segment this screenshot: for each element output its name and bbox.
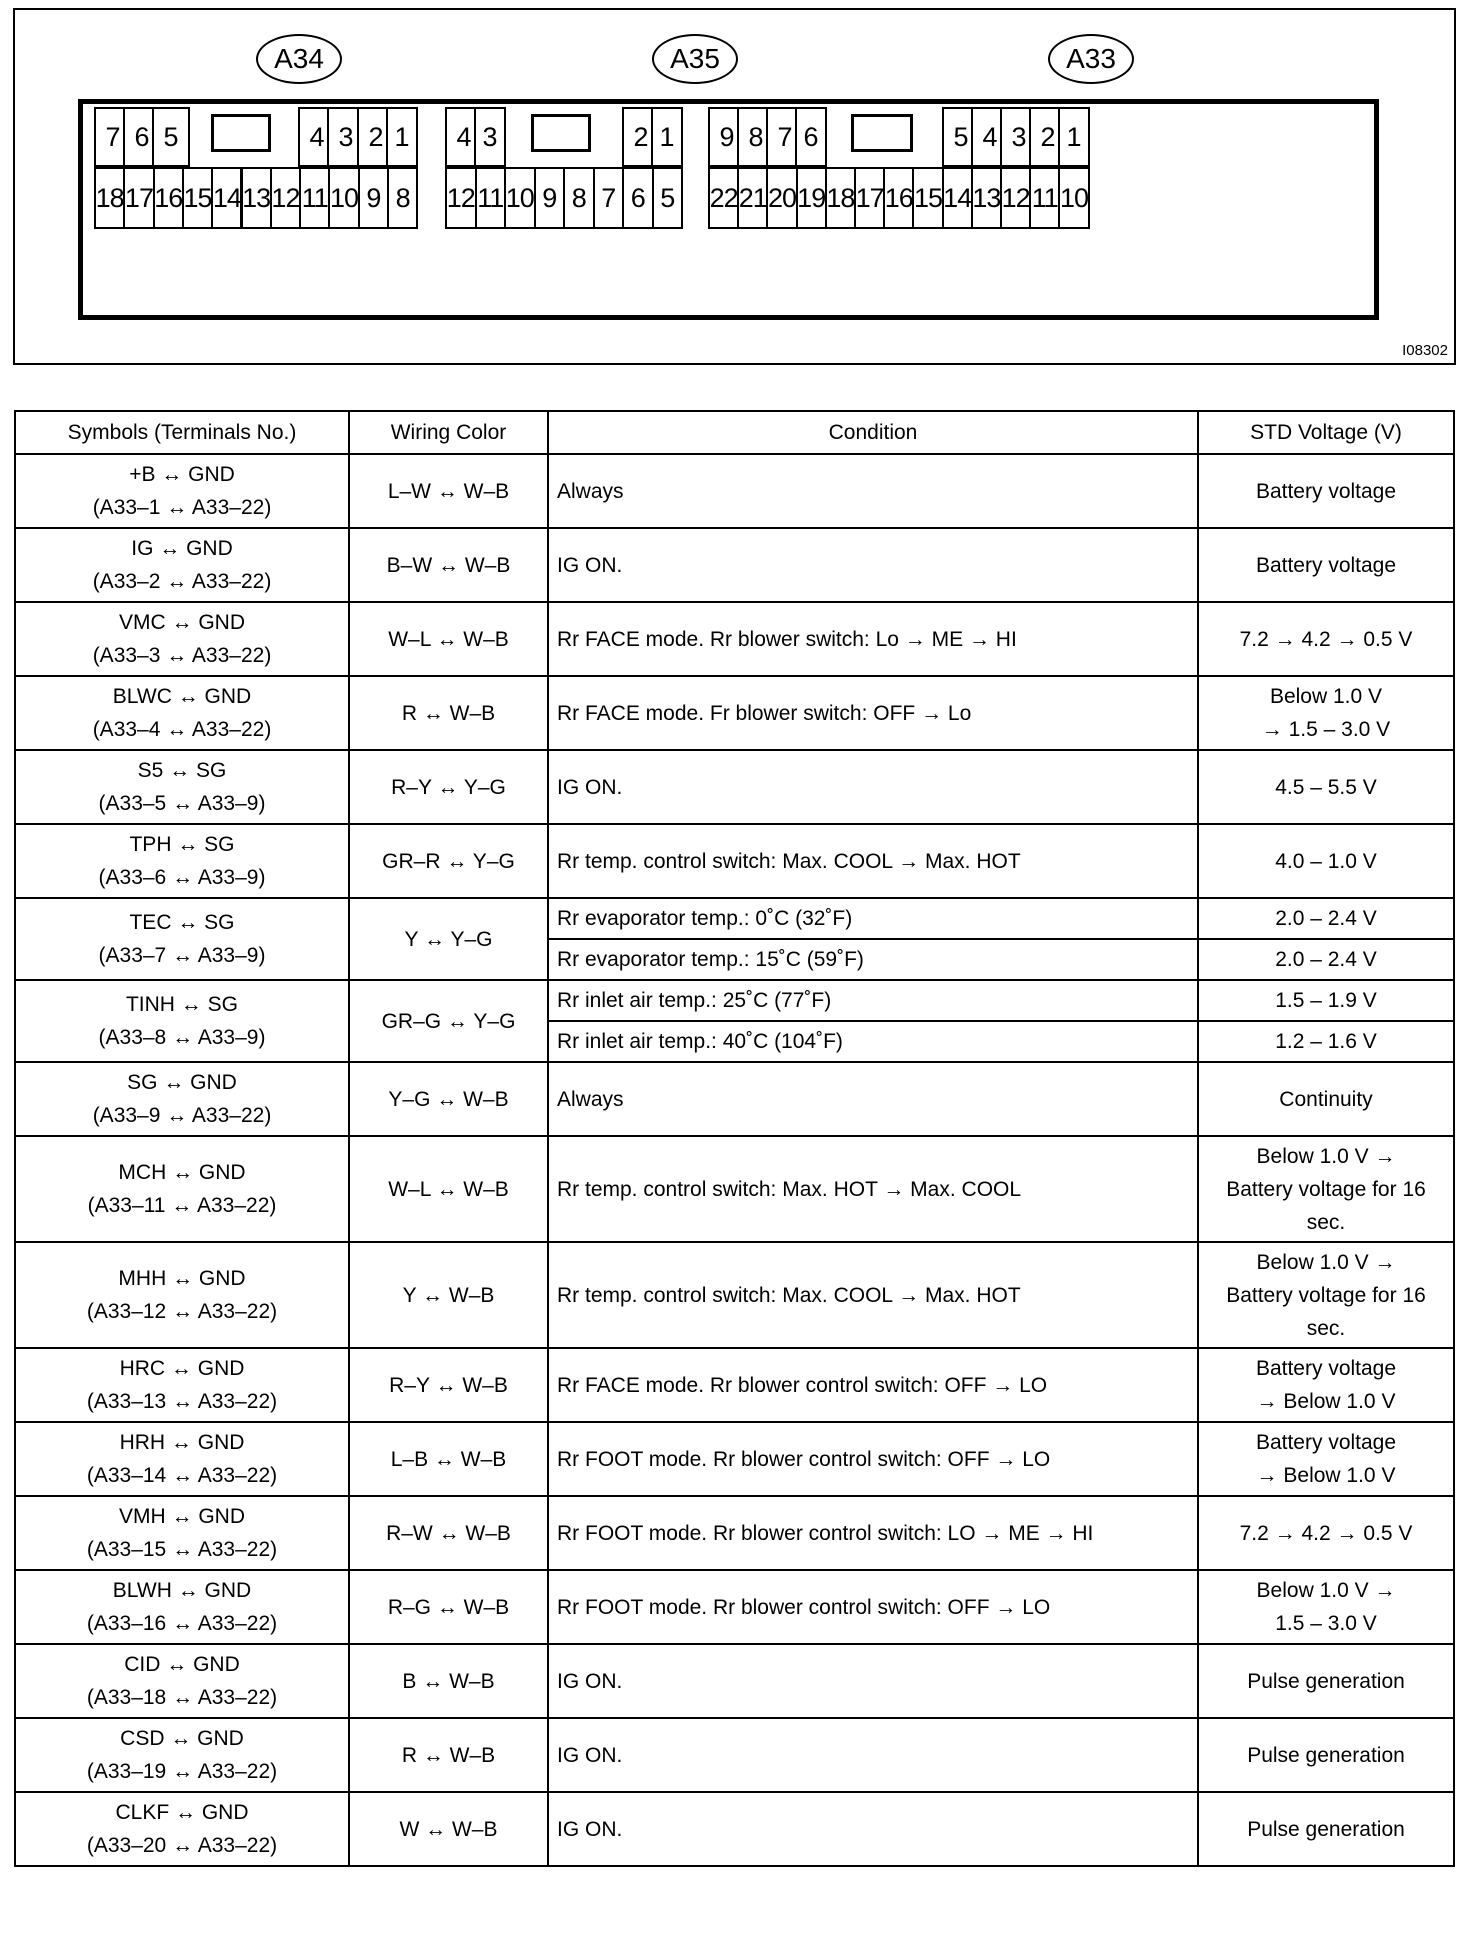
cell-condition: Rr FOOT mode. Rr blower control switch: OFF → LO xyxy=(548,1422,1198,1496)
cell-std-voltage: 1.5 – 1.9 V xyxy=(1198,980,1454,1021)
pin-a33-16: 16 xyxy=(883,167,914,229)
cell-condition: Rr FACE mode. Rr blower control switch: OFF → LO xyxy=(548,1348,1198,1422)
cell-std-voltage: 4.0 – 1.0 V xyxy=(1198,824,1454,898)
pin-a33-6: 6 xyxy=(795,107,827,167)
header-wiring-color: Wiring Color xyxy=(349,411,548,454)
table-row xyxy=(15,824,1454,898)
cell-symbol: MHH ↔ GND (A33–12 ↔ A33–22) xyxy=(15,1242,349,1348)
pin-a34-4: 4 xyxy=(298,107,336,167)
pin-a34-18: 18 xyxy=(94,167,125,229)
cell-wiring-color: GR–G ↔ Y–G xyxy=(349,980,548,1062)
pin-a34-2: 2 xyxy=(357,107,395,167)
cell-std-voltage: Below 1.0 V → 1.5 – 3.0 V xyxy=(1198,676,1454,750)
cell-std-voltage: Pulse generation xyxy=(1198,1792,1454,1866)
table-row xyxy=(15,1570,1454,1644)
cell-std-voltage: Below 1.0 V → 1.5 – 3.0 V xyxy=(1198,1570,1454,1644)
pin-a35-2: 2 xyxy=(622,107,660,167)
pin-a35-1: 1 xyxy=(651,107,683,167)
cell-condition: IG ON. xyxy=(548,1644,1198,1718)
pin-a35-3: 3 xyxy=(474,107,506,167)
cell-wiring-color: W ↔ W–B xyxy=(349,1792,548,1866)
connector-label-a33: A33 xyxy=(1048,34,1134,84)
pin-a33-20: 20 xyxy=(766,167,797,229)
table-row xyxy=(15,602,1454,676)
cell-wiring-color: Y–G ↔ W–B xyxy=(349,1062,548,1136)
cell-std-voltage: 7.2 → 4.2 → 0.5 V xyxy=(1198,602,1454,676)
cell-std-voltage: Battery voltage xyxy=(1198,528,1454,602)
cell-condition: Always xyxy=(548,1062,1198,1136)
cell-condition: IG ON. xyxy=(548,528,1198,602)
cell-std-voltage: 2.0 – 2.4 V xyxy=(1198,939,1454,980)
table-row xyxy=(15,1136,1454,1242)
cell-condition: Rr inlet air temp.: 25˚C (77˚F) xyxy=(548,980,1198,1021)
cell-wiring-color: W–L ↔ W–B xyxy=(349,1136,548,1242)
figure-id: I08302 xyxy=(1402,342,1448,359)
table-row xyxy=(15,1792,1454,1866)
cell-symbol: HRH ↔ GND (A33–14 ↔ A33–22) xyxy=(15,1422,349,1496)
cell-symbol: CLKF ↔ GND (A33–20 ↔ A33–22) xyxy=(15,1792,349,1866)
cell-symbol: S5 ↔ SG (A33–5 ↔ A33–9) xyxy=(15,750,349,824)
header-symbols: Symbols (Terminals No.) xyxy=(15,411,349,454)
pin-a34-7: 7 xyxy=(94,107,132,167)
pin-a34-15: 15 xyxy=(182,167,213,229)
cell-symbol: TEC ↔ SG (A33–7 ↔ A33–9) xyxy=(15,898,349,980)
cell-condition: Rr FACE mode. Rr blower switch: Lo → ME → HI xyxy=(548,602,1198,676)
cell-symbol: SG ↔ GND (A33–9 ↔ A33–22) xyxy=(15,1062,349,1136)
pin-a34-14: 14 xyxy=(211,167,242,229)
cell-std-voltage: 2.0 – 2.4 V xyxy=(1198,898,1454,939)
pin-a33-17: 17 xyxy=(854,167,885,229)
table-header-row xyxy=(15,411,1454,454)
cell-symbol: TPH ↔ SG (A33–6 ↔ A33–9) xyxy=(15,824,349,898)
cell-symbol: VMC ↔ GND (A33–3 ↔ A33–22) xyxy=(15,602,349,676)
pin-a33-19: 19 xyxy=(796,167,827,229)
cell-condition: Rr evaporator temp.: 15˚C (59˚F) xyxy=(548,939,1198,980)
cell-symbol: CID ↔ GND (A33–18 ↔ A33–22) xyxy=(15,1644,349,1718)
cell-std-voltage: Battery voltage xyxy=(1198,454,1454,528)
cell-std-voltage: Battery voltage → Below 1.0 V xyxy=(1198,1348,1454,1422)
table-row xyxy=(15,1644,1454,1718)
pin-a33-8: 8 xyxy=(737,107,775,167)
cell-symbol: TINH ↔ SG (A33–8 ↔ A33–9) xyxy=(15,980,349,1062)
cell-wiring-color: R ↔ W–B xyxy=(349,676,548,750)
cell-condition: Rr FACE mode. Fr blower switch: OFF → Lo xyxy=(548,676,1198,750)
pin-a35-4: 4 xyxy=(445,107,483,167)
table-row xyxy=(15,898,1454,939)
cell-condition: Rr evaporator temp.: 0˚C (32˚F) xyxy=(548,898,1198,939)
table-row xyxy=(15,750,1454,824)
pin-a35-9: 9 xyxy=(534,167,566,229)
pin-a35-7: 7 xyxy=(593,167,625,229)
connector-label-a35: A35 xyxy=(652,34,738,84)
cell-wiring-color: R–G ↔ W–B xyxy=(349,1570,548,1644)
pin-a35-11: 11 xyxy=(475,167,507,229)
cell-symbol: BLWC ↔ GND (A33–4 ↔ A33–22) xyxy=(15,676,349,750)
pin-a33-9: 9 xyxy=(708,107,746,167)
pin-a34-8: 8 xyxy=(387,167,418,229)
cell-std-voltage: 7.2 → 4.2 → 0.5 V xyxy=(1198,1496,1454,1570)
cell-std-voltage: Pulse generation xyxy=(1198,1644,1454,1718)
cell-wiring-color: L–W ↔ W–B xyxy=(349,454,548,528)
cell-wiring-color: R ↔ W–B xyxy=(349,1718,548,1792)
table-row xyxy=(15,1348,1454,1422)
cell-condition: IG ON. xyxy=(548,1718,1198,1792)
pin-a35-6: 6 xyxy=(622,167,654,229)
cell-symbol: BLWH ↔ GND (A33–16 ↔ A33–22) xyxy=(15,1570,349,1644)
cell-std-voltage: 4.5 – 5.5 V xyxy=(1198,750,1454,824)
cell-wiring-color: R–Y ↔ Y–G xyxy=(349,750,548,824)
table-row xyxy=(15,1496,1454,1570)
cell-symbol: HRC ↔ GND (A33–13 ↔ A33–22) xyxy=(15,1348,349,1422)
pin-a35-12: 12 xyxy=(445,167,477,229)
connector-diagram xyxy=(13,8,1456,365)
pin-a34-17: 17 xyxy=(123,167,154,229)
table-row xyxy=(15,980,1454,1021)
pin-a34-1: 1 xyxy=(386,107,418,167)
cell-condition: IG ON. xyxy=(548,1792,1198,1866)
cell-wiring-color: GR–R ↔ Y–G xyxy=(349,824,548,898)
pin-a33-7: 7 xyxy=(766,107,804,167)
pin-a34-3: 3 xyxy=(327,107,365,167)
pin-a34-16: 16 xyxy=(153,167,184,229)
table-row xyxy=(15,1718,1454,1792)
pin-a33-12: 12 xyxy=(1000,167,1031,229)
connector-label-a34: A34 xyxy=(256,34,342,84)
cell-condition: Rr FOOT mode. Rr blower control switch: LO → ME → HI xyxy=(548,1496,1198,1570)
pin-a33-15: 15 xyxy=(912,167,943,229)
pin-a33-11: 11 xyxy=(1029,167,1060,229)
cell-symbol: +B ↔ GND (A33–1 ↔ A33–22) xyxy=(15,454,349,528)
cell-condition: Rr temp. control switch: Max. HOT → Max. COOL xyxy=(548,1136,1198,1242)
table-row xyxy=(15,1242,1454,1348)
cell-wiring-color: R–Y ↔ W–B xyxy=(349,1348,548,1422)
table-row xyxy=(15,676,1454,750)
pin-a33-21: 21 xyxy=(737,167,768,229)
table-row xyxy=(15,1422,1454,1496)
pin-a34-6: 6 xyxy=(123,107,161,167)
cell-std-voltage: 1.2 – 1.6 V xyxy=(1198,1021,1454,1062)
cell-symbol: VMH ↔ GND (A33–15 ↔ A33–22) xyxy=(15,1496,349,1570)
cell-wiring-color: Y ↔ W–B xyxy=(349,1242,548,1348)
pin-a34-10: 10 xyxy=(328,167,359,229)
cell-condition: Rr inlet air temp.: 40˚C (104˚F) xyxy=(548,1021,1198,1062)
cell-wiring-color: R–W ↔ W–B xyxy=(349,1496,548,1570)
cell-symbol: CSD ↔ GND (A33–19 ↔ A33–22) xyxy=(15,1718,349,1792)
key-slot-a33 xyxy=(851,114,913,152)
header-std-voltage: STD Voltage (V) xyxy=(1198,411,1454,454)
table-row xyxy=(15,1062,1454,1136)
key-slot-a35 xyxy=(531,114,591,152)
key-slot-a34 xyxy=(211,114,271,152)
header-condition: Condition xyxy=(548,411,1198,454)
cell-wiring-color: L–B ↔ W–B xyxy=(349,1422,548,1496)
pin-a33-14: 14 xyxy=(942,167,973,229)
pin-a34-13: 13 xyxy=(241,167,272,229)
pin-a34-11: 11 xyxy=(299,167,330,229)
cell-condition: Rr FOOT mode. Rr blower control switch: OFF → LO xyxy=(548,1570,1198,1644)
pin-a35-10: 10 xyxy=(504,167,536,229)
cell-symbol: MCH ↔ GND (A33–11 ↔ A33–22) xyxy=(15,1136,349,1242)
table-row xyxy=(15,454,1454,528)
cell-condition: Always xyxy=(548,454,1198,528)
cell-wiring-color: Y ↔ Y–G xyxy=(349,898,548,980)
pin-a33-10: 10 xyxy=(1058,167,1089,229)
cell-symbol: IG ↔ GND (A33–2 ↔ A33–22) xyxy=(15,528,349,602)
cell-std-voltage: Continuity xyxy=(1198,1062,1454,1136)
pin-a33-5: 5 xyxy=(942,107,980,167)
cell-std-voltage: Below 1.0 V → Battery voltage for 16 sec. xyxy=(1198,1242,1454,1348)
pin-a34-5: 5 xyxy=(152,107,190,167)
cell-wiring-color: W–L ↔ W–B xyxy=(349,602,548,676)
cell-condition: Rr temp. control switch: Max. COOL → Max. HOT xyxy=(548,824,1198,898)
table-row xyxy=(15,528,1454,602)
pin-a35-5: 5 xyxy=(652,167,684,229)
pin-a33-13: 13 xyxy=(971,167,1002,229)
pin-a33-2: 2 xyxy=(1029,107,1067,167)
pin-a33-1: 1 xyxy=(1058,107,1090,167)
cell-wiring-color: B ↔ W–B xyxy=(349,1644,548,1718)
cell-condition: Rr temp. control switch: Max. COOL → Max. HOT xyxy=(548,1242,1198,1348)
pin-a34-12: 12 xyxy=(270,167,301,229)
cell-std-voltage: Battery voltage → Below 1.0 V xyxy=(1198,1422,1454,1496)
pin-a33-22: 22 xyxy=(708,167,739,229)
cell-std-voltage: Below 1.0 V → Battery voltage for 16 sec. xyxy=(1198,1136,1454,1242)
pin-a35-8: 8 xyxy=(563,167,595,229)
cell-std-voltage: Pulse generation xyxy=(1198,1718,1454,1792)
pin-a33-18: 18 xyxy=(825,167,856,229)
terminal-spec-table xyxy=(14,410,1455,1867)
pin-a33-3: 3 xyxy=(1000,107,1038,167)
cell-condition: IG ON. xyxy=(548,750,1198,824)
pin-a34-9: 9 xyxy=(358,167,389,229)
cell-wiring-color: B–W ↔ W–B xyxy=(349,528,548,602)
pin-a33-4: 4 xyxy=(971,107,1009,167)
